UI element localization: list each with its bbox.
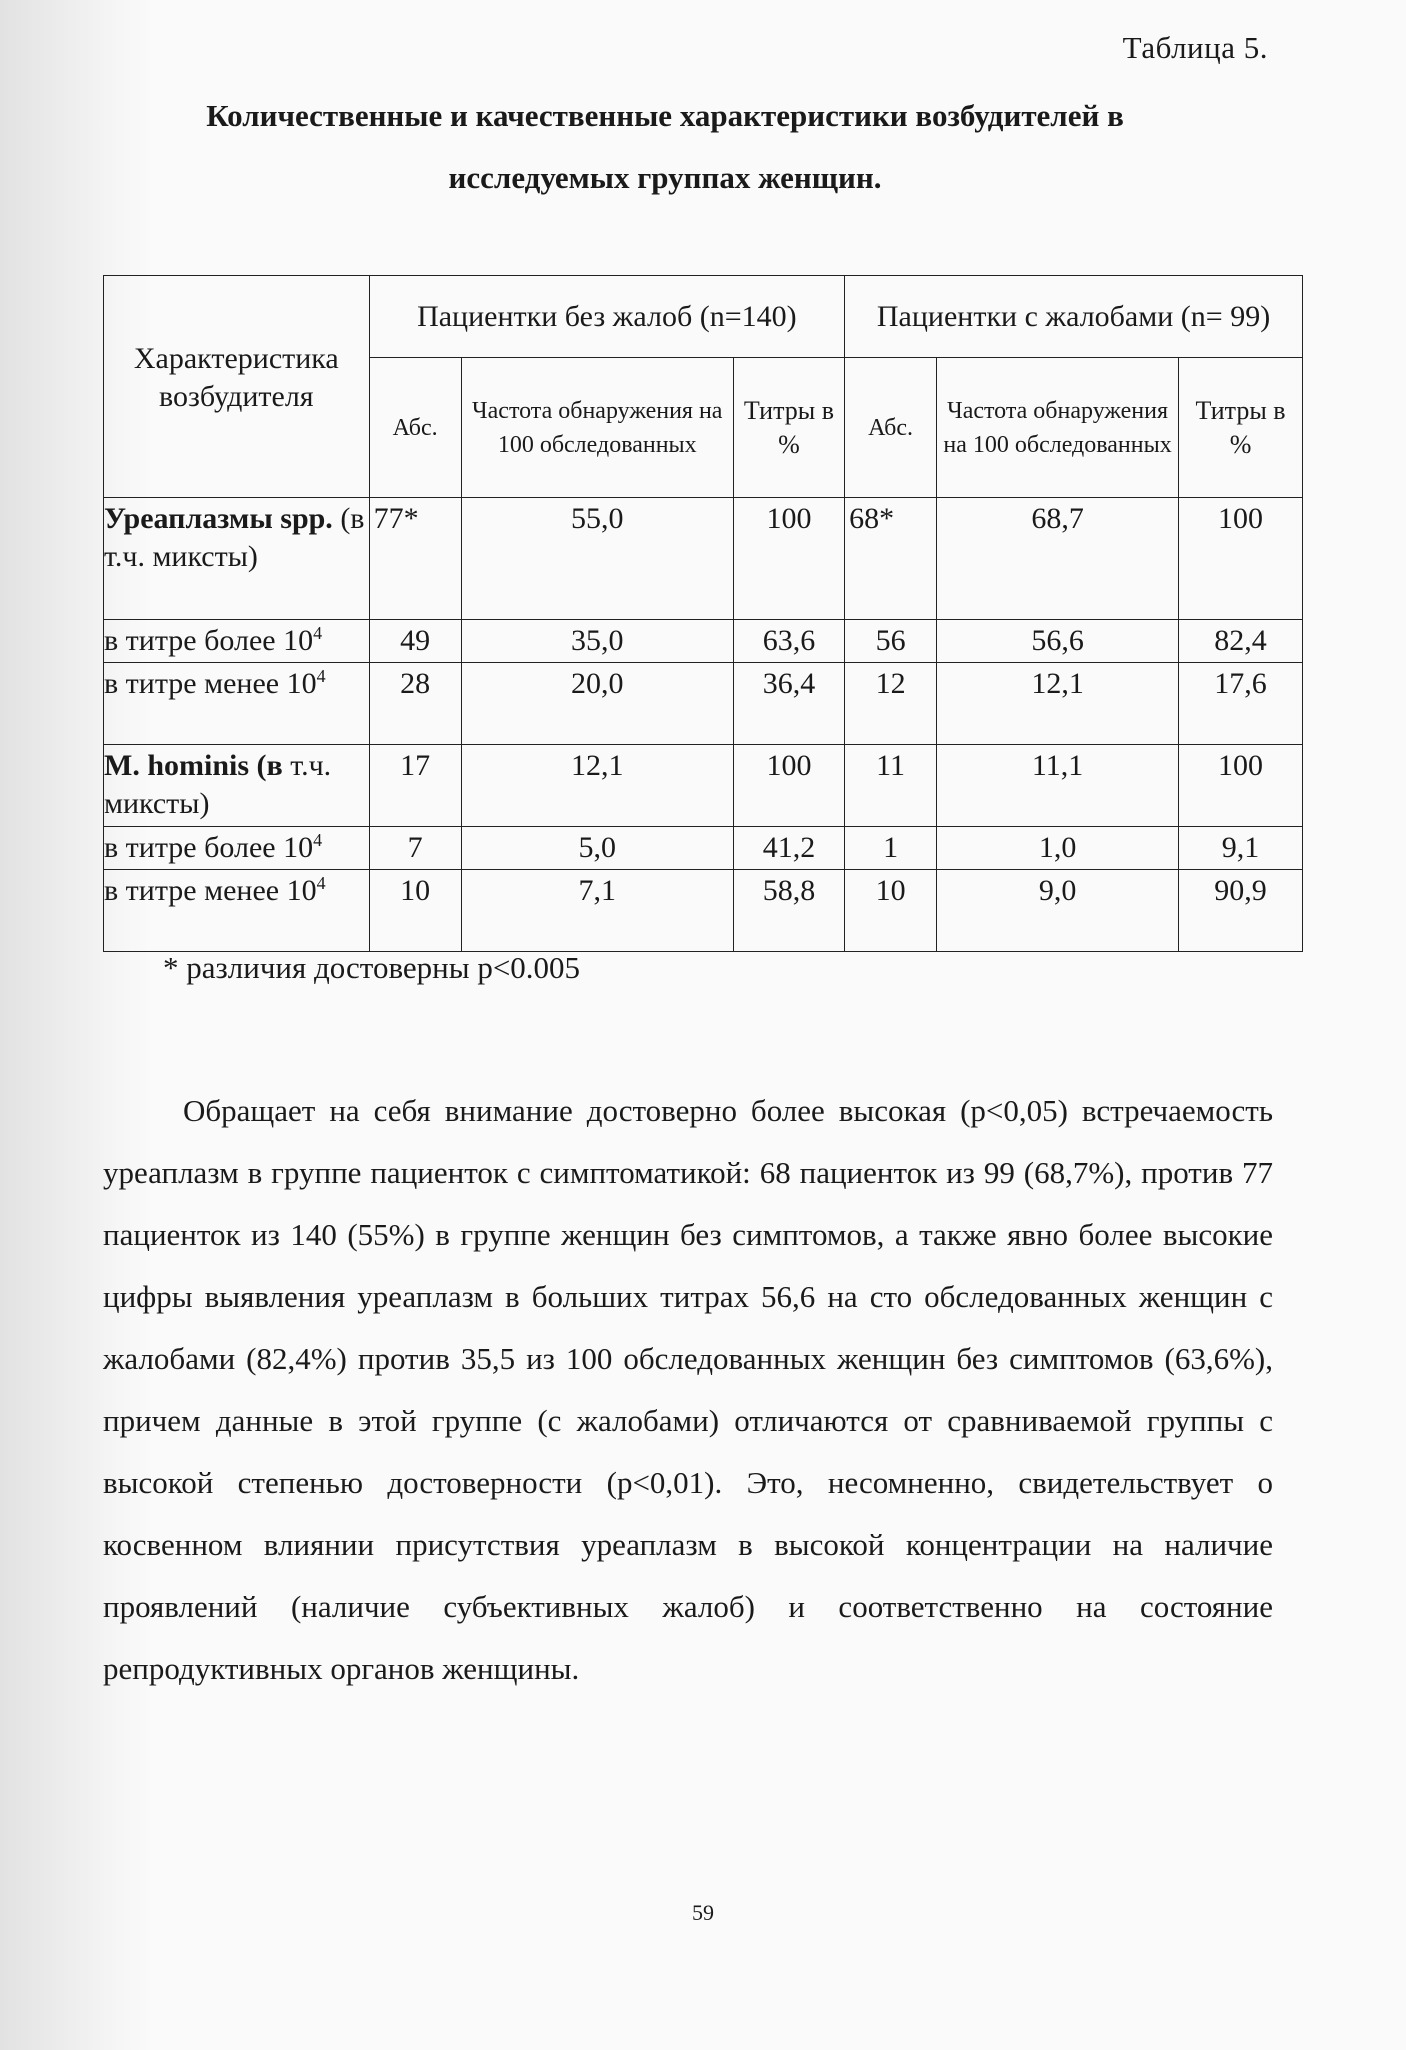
row-label <box>104 663 370 745</box>
table-row <box>104 827 1303 870</box>
cell-g1-abs: 10 <box>369 870 461 952</box>
row-label-exponent: 4 <box>313 623 323 643</box>
row-label-exponent: 4 <box>316 873 326 893</box>
cell-g1-freq: 7,1 <box>461 870 733 952</box>
cell-g2-freq: 12,1 <box>937 663 1179 745</box>
header-freq-2: Частота обнаружения на 100 обследованных <box>937 358 1179 498</box>
cell-g1-titer: 63,6 <box>733 620 844 663</box>
cell-g1-freq: 12,1 <box>461 745 733 827</box>
cell-g2-abs: 56 <box>845 620 937 663</box>
header-abs-2: Абс. <box>845 358 937 498</box>
row-label-main: в титре более 10 <box>104 831 314 864</box>
title-line-2: исследуемых группах женщин. <box>448 160 882 195</box>
cell-g1-titer: 36,4 <box>733 663 844 745</box>
cell-g1-abs: 7 <box>369 827 461 870</box>
table-title <box>100 85 1230 209</box>
row-label-main: в титре менее 10 <box>104 874 317 907</box>
cell-g1-titer: 41,2 <box>733 827 844 870</box>
cell-g1-titer: 58,8 <box>733 870 844 952</box>
cell-g2-titer: 82,4 <box>1179 620 1303 663</box>
table-row <box>104 663 1303 745</box>
cell-g2-abs: 12 <box>845 663 937 745</box>
table-row <box>104 870 1303 952</box>
title-line-1: Количественные и качественные характеристики возбудителей в <box>206 98 1124 133</box>
cell-g2-freq: 1,0 <box>937 827 1179 870</box>
cell-g2-titer: 100 <box>1179 498 1303 620</box>
row-label-main: Уреаплазмы spp. <box>104 502 333 535</box>
cell-g2-titer: 90,9 <box>1179 870 1303 952</box>
cell-g1-freq: 5,0 <box>461 827 733 870</box>
header-group-no-complaints: Пациентки без жалоб (n=140) <box>369 276 844 358</box>
header-abs-1: Абс. <box>369 358 461 498</box>
row-label-suffix: (в т.ч. миксты) <box>104 502 365 573</box>
table-row <box>104 620 1303 663</box>
header-titer-1: Титры в % <box>733 358 844 498</box>
cell-g2-abs: 11 <box>845 745 937 827</box>
row-label-suffix: т.ч. миксты) <box>104 749 332 820</box>
cell-g1-abs: 28 <box>369 663 461 745</box>
cell-g1-titer: 100 <box>733 498 844 620</box>
header-titer-2: Титры в % <box>1179 358 1303 498</box>
row-label <box>104 620 370 663</box>
cell-g1-freq: 35,0 <box>461 620 733 663</box>
cell-g1-abs: 17 <box>369 745 461 827</box>
table-number: Таблица 5. <box>1122 30 1268 65</box>
cell-g2-abs: 1 <box>845 827 937 870</box>
row-label-exponent: 4 <box>316 666 326 686</box>
row-label <box>104 827 370 870</box>
cell-g2-abs: 68* <box>845 498 937 620</box>
cell-g2-titer: 9,1 <box>1179 827 1303 870</box>
header-freq-1: Частота обнаружения на 100 обследованных <box>461 358 733 498</box>
row-label <box>104 498 370 620</box>
row-label-main: в титре менее 10 <box>104 667 317 700</box>
cell-g2-freq: 68,7 <box>937 498 1179 620</box>
cell-g1-abs: 77* <box>369 498 461 620</box>
cell-g1-freq: 55,0 <box>461 498 733 620</box>
row-label <box>104 745 370 827</box>
table-footnote: * различия достоверны p<0.005 <box>163 950 581 985</box>
cell-g2-abs: 10 <box>845 870 937 952</box>
cell-g2-titer: 17,6 <box>1179 663 1303 745</box>
page-number: 59 <box>692 1900 714 1925</box>
row-label-exponent: 4 <box>313 830 323 850</box>
cell-g1-abs: 49 <box>369 620 461 663</box>
header-characteristic: Характеристика возбудителя <box>104 276 370 498</box>
table-row <box>104 745 1303 827</box>
cell-g2-freq: 11,1 <box>937 745 1179 827</box>
table-row <box>104 498 1303 620</box>
cell-g1-freq: 20,0 <box>461 663 733 745</box>
cell-g1-titer: 100 <box>733 745 844 827</box>
body-paragraph: Обращает на себя внимание достоверно более высокая (p<0,05) встречаемость уреаплазм в группе пациенток с симптоматикой: 68 пациенток из 99 (68,7%), против 77 пациенток из 140 (55%) в группе женщин без симптомов, а также явно более высокие цифры выявления уреаплазм в больших титрах 56,6 на сто обследованных женщин с жалобами (82,4%) против 35,5 из 100 обследованных женщин без симптомов (63,6%), причем данные в этой группе (с жалобами) отличаются от сравниваемой группы с высокой степенью достоверности (p<0,01). Это, несомненно, свидетельствует о косвенном влиянии присутствия уреаплазм в высокой концентрации на наличие проявлений (наличие субъективных жалоб) и соответственно на состояние репродуктивных органов женщины. <box>103 1093 1273 1686</box>
cell-g2-titer: 100 <box>1179 745 1303 827</box>
row-label-main: M. hominis (в <box>104 749 283 782</box>
cell-g2-freq: 9,0 <box>937 870 1179 952</box>
header-group-complaints: Пациентки с жалобами (n= 99) <box>845 276 1303 358</box>
cell-g2-freq: 56,6 <box>937 620 1179 663</box>
data-table <box>103 275 1303 952</box>
row-label-main: в титре более 10 <box>104 624 314 657</box>
row-label <box>104 870 370 952</box>
